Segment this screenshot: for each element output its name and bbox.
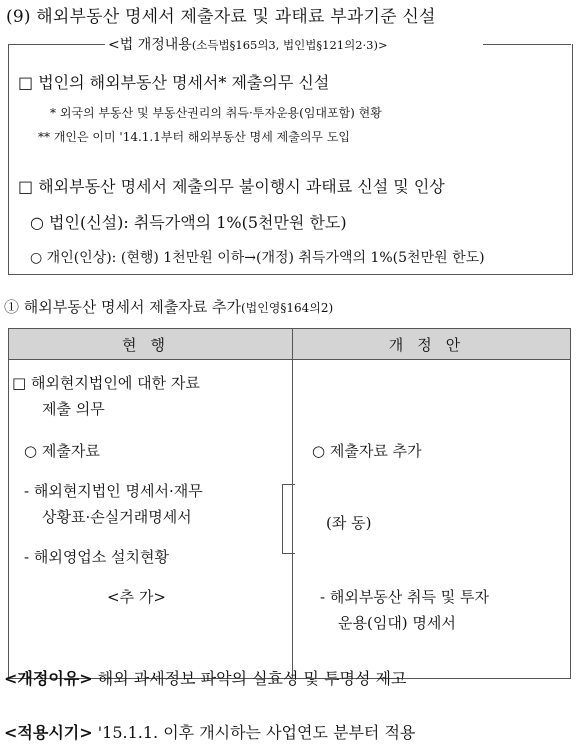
item-penalty: □ 해외부동산 명세서 제출의무 불이행시 과태료 신설 및 인상 <box>18 177 445 196</box>
box-top-line-right <box>483 44 571 45</box>
current-line-3: ○ 제출자료 <box>24 442 100 460</box>
effective-row <box>4 720 415 743</box>
effective-text: '15.1.1. 이후 개시하는 사업연도 분부터 적용 <box>97 723 416 742</box>
amendment-ref: (소득법§165의3, 법인법§121의2·3)> <box>191 38 388 52</box>
item-individual-penalty: ○ 개인(인상): (현행) 1천만원 이하→(개정) 취득가액의 1%(5천만원 한도) <box>30 250 485 266</box>
reason-label: <개정이유> <box>4 669 93 688</box>
box-top-line-left <box>8 44 108 45</box>
revised-line-3: - 해외부동산 취득 및 투자 <box>320 588 490 606</box>
current-line-2: 제출 의무 <box>42 400 105 418</box>
current-line-1: □ 해외현지법인에 대한 자료 <box>12 374 200 392</box>
revised-line-1: ○ 제출자료 추가 <box>312 442 422 460</box>
current-line-6: - 해외영업소 설치현황 <box>24 548 170 566</box>
page-title: (9) 해외부동산 명세서 제출자료 및 과태료 부과기준 신설 <box>6 7 436 27</box>
section1-ref: (법인영§164의2) <box>240 301 334 315</box>
header-revised: 개정안 <box>293 329 571 360</box>
current-line-7: <추 가> <box>107 588 166 606</box>
note-individual: ** 개인은 이미 '14.1.1부터 해외부동산 명세 제출의무 도입 <box>38 130 351 144</box>
note-definition: * 외국의 부동산 및 부동산권리의 취득·투자운용(임대포함) 현황 <box>50 106 382 120</box>
revised-line-2: (좌 동) <box>326 514 372 532</box>
current-line-5: 상황표·손실거래명세서 <box>42 508 192 526</box>
bracket-divider <box>282 484 295 554</box>
header-current: 현행 <box>9 329 293 360</box>
amendment-label-text: <법 개정내용 <box>108 37 192 53</box>
amendment-label <box>105 34 391 54</box>
current-line-4: - 해외현지법인 명세서·재무 <box>24 482 203 500</box>
section1-title: ① 해외부동산 명세서 제출자료 추가 <box>4 298 241 316</box>
item-overseas-realestate-duty: □ 법인의 해외부동산 명세서* 제출의무 신설 <box>18 73 330 92</box>
effective-label: <적용시기> <box>4 723 93 742</box>
revised-line-4: 운용(임대) 명세서 <box>338 614 456 632</box>
reason-text: 해외 과세정보 파악의 실효성 및 투명성 제고 <box>97 669 407 688</box>
reason-row <box>4 666 406 689</box>
item-corporate-penalty: ○ 법인(신설): 취득가액의 1%(5천만원 한도) <box>30 213 347 232</box>
section1-heading <box>4 296 333 317</box>
